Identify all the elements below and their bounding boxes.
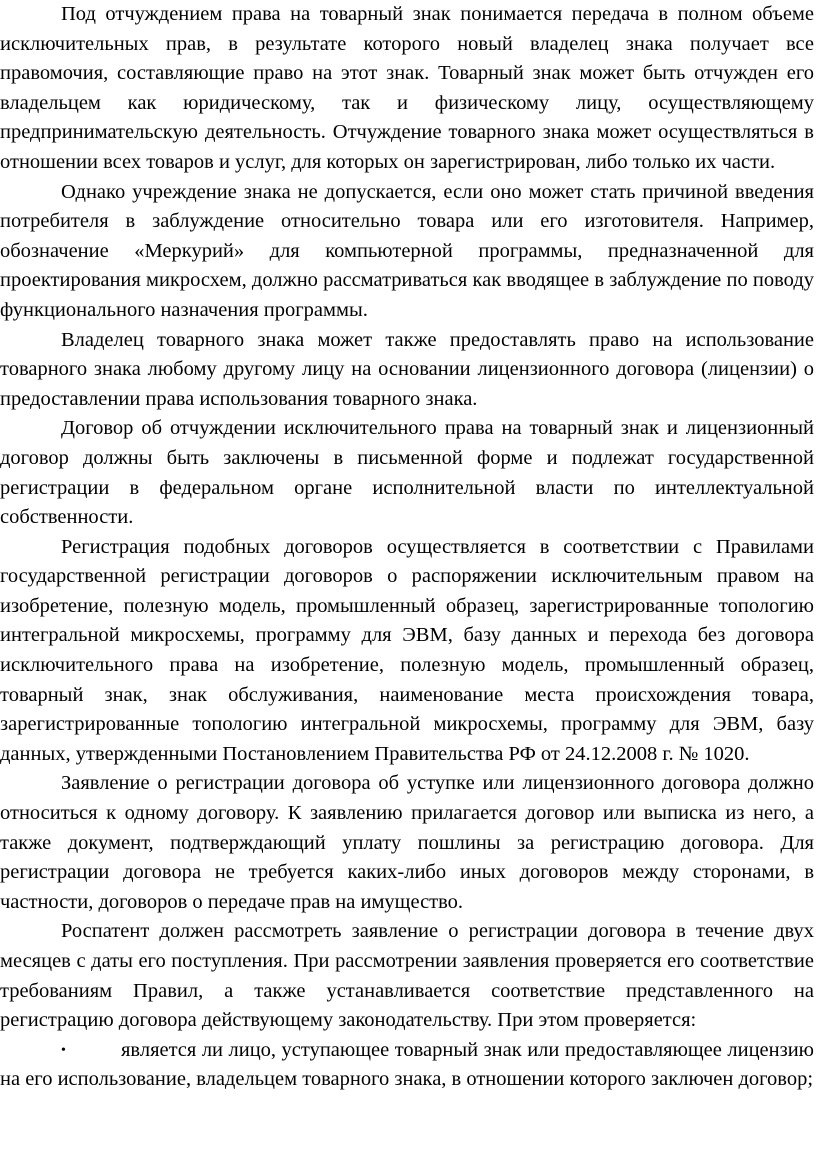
bullet-icon: • [61, 1042, 66, 1058]
paragraph-application: Заявление о регистрации договора об уступке или лицензионного договора должно относиться к одному договору. К заявлению прилагается договор или выписка из него, а также документ, подтверждающий уплату пошлины за регистрацию договора. Для регистрации договора не требуется каких-либо иных договоров между сторонами, в частности, договоров о передаче прав на имущество. [0, 772, 814, 913]
paragraph-license-right: Владелец товарного знака может также предоставлять право на использование товарного знака любому другому лицу на основании лицензионного договора (лицензии) о предоставлении права использования товарного знака. [0, 328, 814, 410]
list-item [0, 1036, 814, 1095]
paragraph-alienation: Под отчуждением права на товарный знак понимается передача в полном объеме исключительных прав, в результате которого новый владелец знака получает все правомочия, составляющие право на этот знак. Товарный знак может быть отчужден его владельцем как юридическому, так и физическому лицу, осуществляющему предпринимательскую деятельность. Отчуждение товарного знака может осуществляться в отношении всех товаров и услуг, для которых он зарегистрирован, либо только их части. [0, 3, 814, 173]
paragraph-registration-rules: Регистрация подобных договоров осуществляется в соответствии с Правилами государственной регистрации договоров о распоряжении исключительным правом на изобретение, полезную модель, промышленный образец, зарегистрированные топологию интегральной микросхемы, программу для ЭВМ, базу данных и перехода без договора исключительного права на изобретение, полезную модель, промышленный образец, товарный знак, знак обслуживания, наименование места происхождения товара, зарегистрированные топологию интегральной микросхемы, программу для ЭВМ, базу данных, утвержденными Постановлением Правительства РФ от 24.12.2008 г. № 1020. [0, 535, 814, 765]
paragraph-rospatent-review: Роспатент должен рассмотреть заявление о регистрации договора в течение двух месяцев с даты его поступления. При рассмотрении заявления проверяется его соответствие требованиям Правил, а также устанавливается соответствие представленного на регистрацию договора действующему законодательству. При этом проверяется: [0, 920, 814, 1032]
paragraph-written-form: Договор об отчуждении исключительного права на товарный знак и лицензионный договор должны быть заключены в письменной форме и подлежат государственной регистрации в федеральном органе исполнительной власти по интеллектуальной собственности. [0, 417, 814, 529]
paragraph-misleading: Однако учреждение знака не допускается, если оно может стать причиной введения потребителя в заблуждение относительно товара или его изготовителя. Например, обозначение «Меркурий» для компьютерной программы, предназначенной для проектирования микросхем, должно рассматриваться как вводящее в заблуждение по поводу функционального назначения программы. [0, 180, 814, 321]
list-item-text: является ли лицо, уступающее товарный знак или предоставляющее лицензию на его использование, владельцем товарного знака, в отношении которого заключен договор; [0, 1038, 814, 1091]
